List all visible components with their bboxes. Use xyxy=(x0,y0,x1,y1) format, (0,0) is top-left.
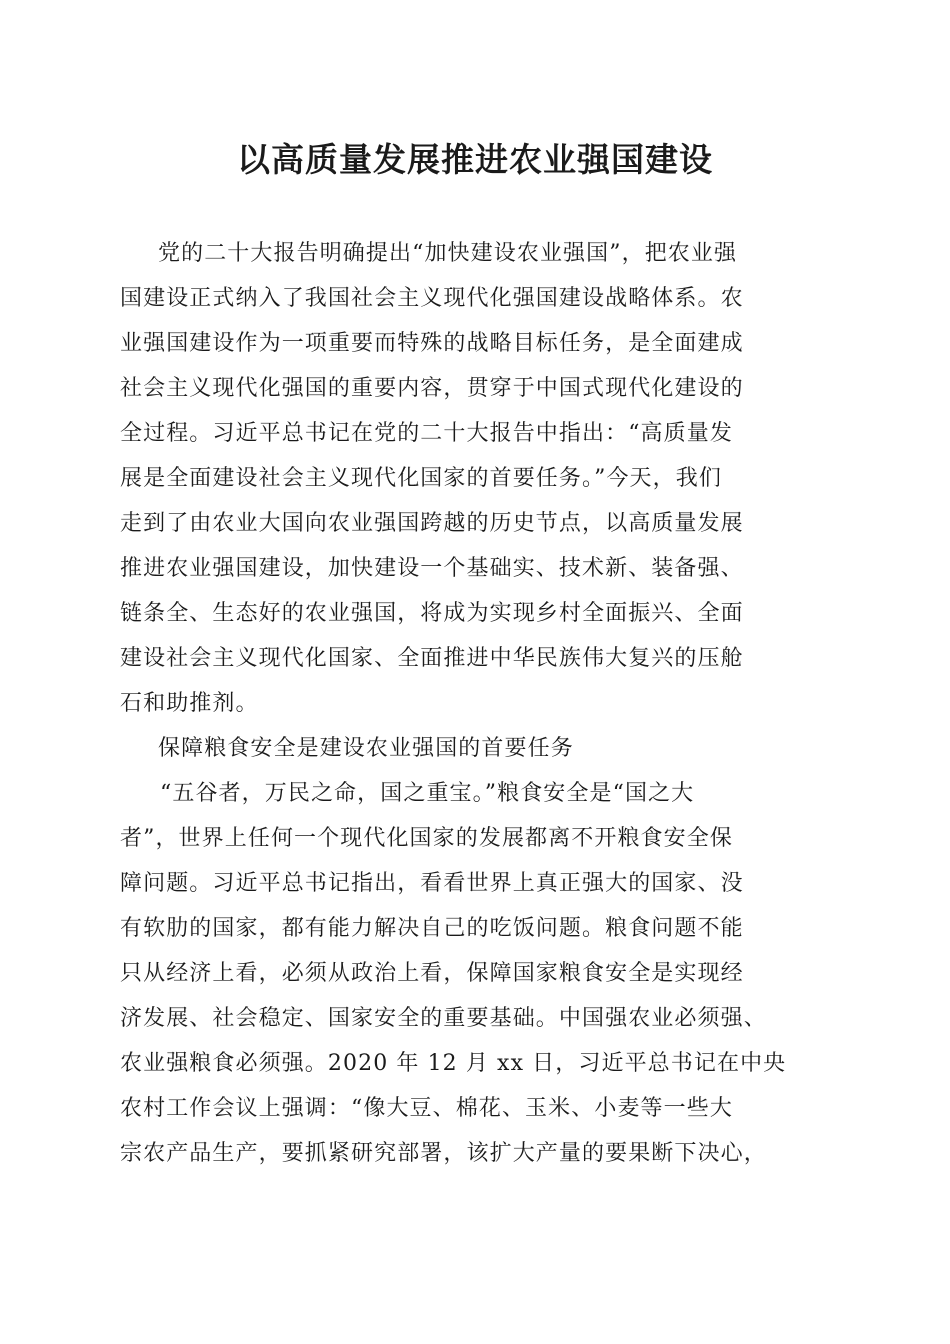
paragraph-1-line-5: 全过程。习近平总书记在党的二十大报告中指出：“高质量发 xyxy=(120,421,733,446)
paragraph-2-line-7: 农业强粮食必须强。2020 年 12 月 xx 日，习近平总书记在中央 xyxy=(120,1051,787,1076)
document-body xyxy=(120,231,840,1176)
paragraph-2-line-2: 者”，世界上任何一个现代化国家的发展都离不开粮食安全保 xyxy=(120,826,733,851)
paragraph-2-line-3: 障问题。习近平总书记指出，看看世界上真正强大的国家、没 xyxy=(120,871,744,896)
paragraph-1-line-3: 业强国建设作为一项重要而特殊的战略目标任务，是全面建成 xyxy=(120,331,744,356)
paragraph-2-line-1: “五谷者，万民之命，国之重宝。”粮食安全是“国之大 xyxy=(160,781,695,806)
paragraph-1-line-1: 党的二十大报告明确提出“加快建设农业强国”，把农业强 xyxy=(158,241,738,266)
paragraph-1-line-7: 走到了由农业大国向农业强国跨越的历史节点，以高质量发展 xyxy=(120,511,744,536)
paragraph-1-line-6: 展是全面建设社会主义现代化国家的首要任务。”今天，我们 xyxy=(120,466,722,491)
paragraph-1-line-4: 社会主义现代化强国的重要内容，贯穿于中国式现代化建设的 xyxy=(120,376,744,401)
paragraph-1-line-11: 石和助推剂。 xyxy=(120,691,259,716)
paragraph-1-line-10: 建设社会主义现代化国家、全面推进中华民族伟大复兴的压舱 xyxy=(120,646,744,671)
paragraph-1-line-8: 推进农业强国建设，加快建设一个基础实、技术新、装备强、 xyxy=(120,556,744,581)
paragraph-2-line-8: 农村工作会议上强调：“像大豆、棉花、玉米、小麦等一些大 xyxy=(120,1096,733,1121)
paragraph-2-line-9: 宗农产品生产，要抓紧研究部署，该扩大产量的要果断下决心， xyxy=(120,1141,767,1166)
paragraph-2-line-6: 济发展、社会稳定、国家安全的重要基础。中国强农业必须强、 xyxy=(120,1006,767,1031)
paragraph-2-line-4: 有软肋的国家，都有能力解决自己的吃饭问题。粮食问题不能 xyxy=(120,916,744,941)
section-heading: 保障粮食安全是建设农业强国的首要任务 xyxy=(158,736,574,761)
paragraph-2-line-5: 只从经济上看，必须从政治上看，保障国家粮食安全是实现经 xyxy=(120,961,744,986)
paragraph-1-line-2: 国建设正式纳入了我国社会主义现代化强国建设战略体系。农 xyxy=(120,286,744,311)
document-title: 以高质量发展推进农业强国建设 xyxy=(237,140,713,179)
paragraph-1-line-9: 链条全、生态好的农业强国，将成为实现乡村全面振兴、全面 xyxy=(120,601,744,626)
